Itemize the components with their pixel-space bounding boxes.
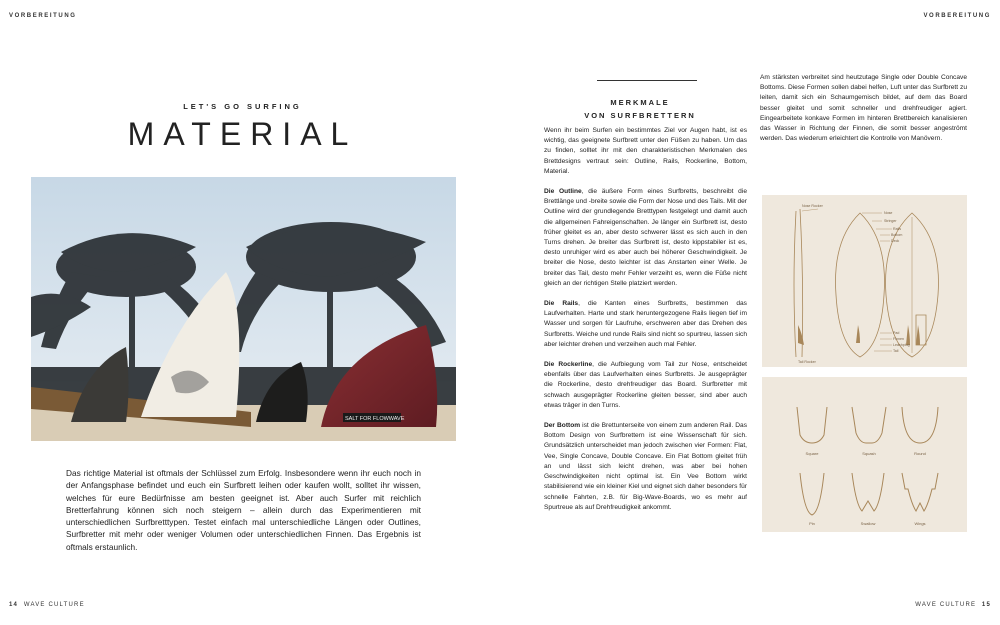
kicker: LET'S GO SURFING — [183, 102, 302, 111]
surfboard-fins-photo — [31, 177, 456, 441]
rails-term: Die Rails — [544, 300, 579, 308]
fin-decal-text: SALT FOR FLOWWAVE — [345, 416, 405, 422]
outline-text: , die äußere Form eines Surfbretts, beschreibt die Brettlänge und -breite sowie die Form der Nose und des Tails. Mit der Outline wird der grundlegende Bretttypen festgelegt und damit auch die allgemeinen Fahreigenschaften. Je länger ein Surfbrett ist, desto früher gleitet es an, aber desto schwerer lässt es sich auch in den Turns drehen. Je breiter das Surfbrett ist, desto kippstabiler ist es, desto unruhiger wird es aber auch bei höherer Geschwindigkeit. Je breiter die Nose, desto leichter ist das Anstarten einer Welle. Je breiter das Tail, desto mehr Fehler verzeiht es, wenn die Füße nicht gleich an der richtigen Stelle platziert werden. — [544, 188, 747, 287]
label-round: Round — [914, 451, 926, 456]
section-heading-line1: MERKMALE — [610, 98, 670, 107]
bottom-term: Der Bottom — [544, 422, 581, 430]
page-title: MATERIAL — [127, 116, 358, 152]
rocker-term: Die Rockerline — [544, 361, 593, 369]
label-stringer: Stringer — [884, 219, 897, 223]
label-nose: Nose — [884, 211, 893, 215]
label-swallow: Swallow — [860, 521, 876, 526]
folio-left — [9, 602, 85, 608]
folio-right — [915, 602, 991, 608]
label-pad: Pad — [893, 331, 900, 335]
label-nose-rocker: Nose Rocker — [802, 204, 823, 208]
label-tail: Tail — [893, 349, 899, 353]
magazine-name-left: WAVE CULTURE — [23, 602, 85, 608]
text-column-1 — [544, 126, 747, 523]
lead-paragraph: Das richtige Material ist oftmals der Schlüssel zum Erfolg. Insbesondere wenn ihr euch noch in der Anfangsphase befindet und euch ein Surfbrett leihen oder kaufen wollt, solltet ihr wissen, welches für eure Bedürfnisse am besten geeignet ist. Aber auch Surfer mit reichlich Bretterfahrung können sich noch steigern – allein durch das Experimentieren mit unterschiedlichen Surfbretttypen. Testet einfach mal unterschiedliche Längen oder Outlines, Surfbretter mit mehr oder weniger Volumen oder unterschiedlichen Finnen. Das Ergebnis ist oftmals erstaunlich. — [66, 468, 421, 552]
label-pin: Pin — [809, 521, 815, 526]
section-rule — [597, 80, 697, 81]
board-anatomy-diagram — [762, 195, 967, 367]
text-column-2 — [760, 73, 967, 154]
bottom-text: ist die Brettunterseite von einem zum anderen Rail. Das Bottom Design von Surfbrettern ist eine Wissenschaft für sich. Grundsätzlich unterscheidet man jedoch zwischen vier Formen: Flat, Vee, Single Concave, Double Concave. Ein Flat Bottom gleitet früh an und lässt sich leicht drehen, was aber bei hohen Geschwindigkeiten nicht optimal ist. Ein Vee Bottom wirkt stabilisierend wie ein kleiner Kiel und eignet sich daher besonders für schnelle Fahrten, z.B. für Big-Wave-Boards, wo es mehr auf Spurtreue als auf Drehfreudigkeit ankommt. — [544, 422, 747, 511]
concave-paragraph: Am stärksten verbreitet sind heutzutage Single oder Double Concave Bottoms. Diese Formen sollen dabei helfen, Luft unter das Surfbrett zu leiten, damit sich ein Schaumgemisch bildet, auf dem das Board besser gleitet und somit schneller und drehfreudiger agiert. Eingearbeitete konkave Formen im hinteren Brettbereich kanalisieren das Wasser in Richtung der Finnen, die somit besser angeströmt werden. Das wiederum erleichtert die Kontrolle von Manövern. — [760, 74, 967, 143]
magazine-name-right: WAVE CULTURE — [915, 602, 977, 608]
running-head-right: VORBEREITUNG — [923, 13, 991, 19]
rocker-paragraph — [544, 360, 747, 411]
label-square: Square — [805, 451, 819, 456]
outline-paragraph — [544, 187, 747, 289]
label-leashplug: Leashplug — [893, 343, 910, 347]
section-heading — [540, 96, 740, 122]
running-head-left: VORBEREITUNG — [9, 13, 77, 19]
bottom-paragraph — [544, 421, 747, 513]
label-wings: Wings — [914, 521, 926, 526]
intro-paragraph: Wenn ihr beim Surfen ein bestimmtes Ziel vor Augen habt, ist es wichtig, das geeignete Surfbrett unter den Füßen zu haben. Um das zu finden, solltet ihr mit den charakteristischen Merkmalen des Brettdesigns vertraut sein: Outline, Rails, Rockerline, Bottom, Material. — [544, 127, 747, 175]
label-bottom: Bottom — [891, 233, 903, 237]
label-tail-rocker: Tail Rocker — [798, 360, 816, 364]
label-deck: Deck — [891, 239, 900, 243]
section-heading-line2: VON SURFBRETTERN — [584, 111, 696, 120]
outline-term: Die Outline — [544, 188, 582, 196]
page-number-right: 15 — [981, 602, 991, 608]
rails-paragraph — [544, 299, 747, 350]
label-rails: Rails — [893, 227, 901, 231]
label-finnen: Finnen — [893, 337, 904, 341]
page-number-left: 14 — [9, 602, 19, 608]
rails-text: , die Kanten eines Surfbretts, bestimmen das Laufverhalten. Harte und stark heruntergezogene Rails liegen tief im Wasser und sorgen für Laufruhe, erschweren aber das Drehen des Surfbretts. Weiche und runde Rails sind nicht so spurtreu, lassen sich aber leichter drehen und verzeihen auch mal Fehler. — [544, 300, 747, 348]
rocker-text: , die Aufbiegung vom Tail zur Nose, entscheidet ebenfalls über das Laufverhalten eines Surfbretts. Je ausgeprägter die Rockerline, desto drehfreudiger das Board. Surfbretter mit schwach ausgeprägter Rockerline gleiten besser, sind aber auch etwas träger in den Turns. — [544, 361, 747, 409]
tail-shapes-diagram — [762, 377, 967, 532]
label-squash: Squash — [862, 451, 876, 456]
